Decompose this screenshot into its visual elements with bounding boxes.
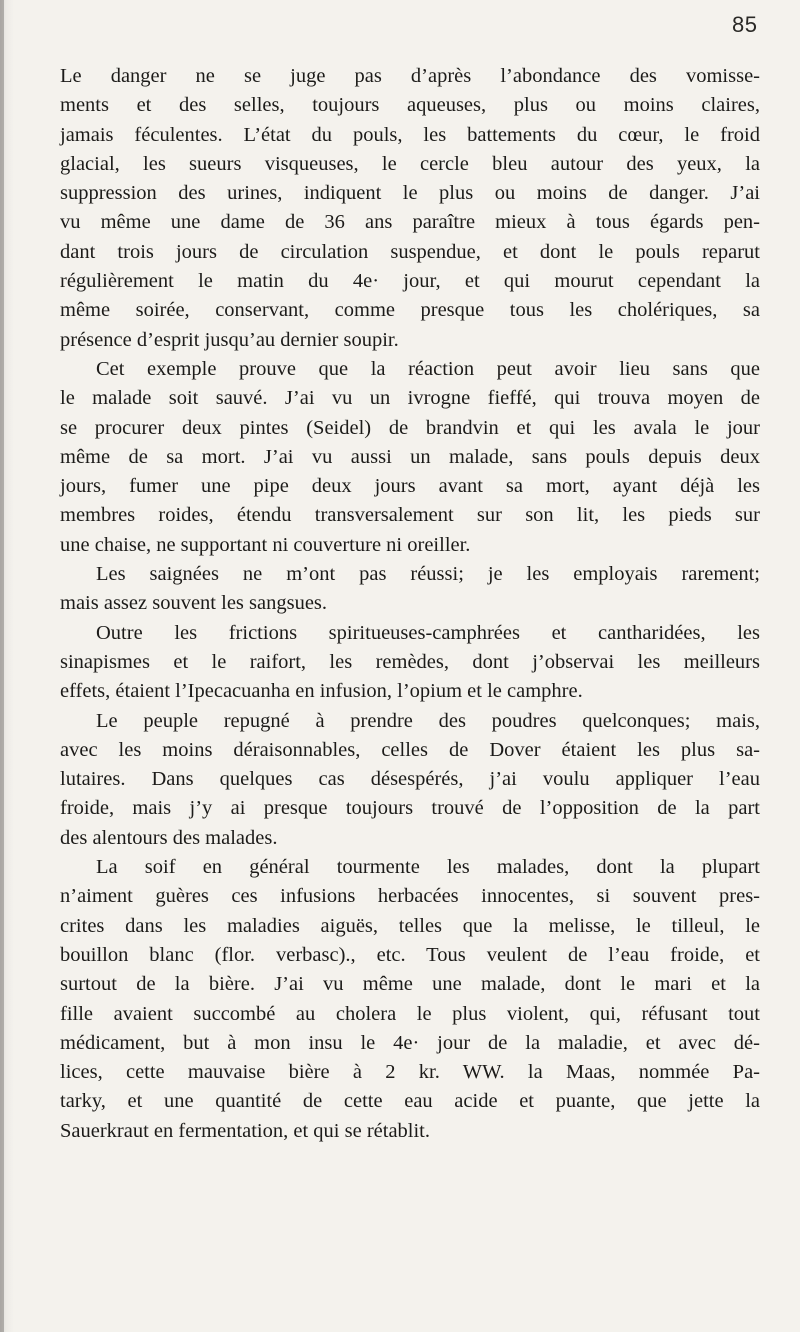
text-line: des alentours des malades. (60, 826, 278, 849)
text-line: Le danger ne se juge pas d’après l’abondance des vomisse- (60, 65, 760, 87)
text-line: ments et des selles, toujours aqueuses, plus ou moins claires, (60, 94, 760, 117)
paragraph-5 (60, 707, 760, 853)
text-line: jamais féculentes. L’état du pouls, les battements du cœur, le froid (60, 123, 760, 146)
text-line: Sauerkraut en fermentation, et qui se rétablit. (60, 1119, 431, 1142)
text-line: vu même une dame de 36 ans paraître mieux à tous égards pen- (60, 211, 760, 234)
text-line: bouillon blanc (flor. verbasc)., etc. Tous veulent de l’eau froide, et (60, 943, 760, 966)
text-line: Le peuple repugné à prendre des poudres quelconques; mais, (96, 709, 760, 732)
text-line: membres roides, étendu transversalement sur son lit, les pieds sur (60, 504, 760, 527)
text-line: fille avaient succombé au cholera le plus violent, qui, réfusant tout (60, 1002, 760, 1025)
text-line: sinapismes et le raifort, les remèdes, dont j’observai les meilleurs (60, 650, 760, 673)
text-line: n’aiment guères ces infusions herbacées innocentes, si souvent pres- (60, 885, 760, 908)
text-line: glacial, les sueurs visqueuses, le cercle bleu autour des yeux, la (60, 152, 760, 175)
text-line: régulièrement le matin du 4e· jour, et qui mourut cependant la (60, 270, 760, 293)
text-line: Outre les frictions spiritueuses-camphrées et cantharidées, les (96, 621, 760, 644)
text-line: lices, cette mauvaise bière à 2 kr. WW. la Maas, nommée Pa- (60, 1061, 760, 1084)
text-line: médicament, but à mon insu le 4e· jour de la maladie, et avec dé- (60, 1031, 760, 1054)
text-line: une chaise, ne supportant ni couverture ni oreiller. (60, 533, 471, 556)
text-line: froide, mais j’y ai presque toujours trouvé de l’opposition de la part (60, 797, 760, 820)
text-line: se procurer deux pintes (Seidel) de brandvin et qui les avala le jour (60, 416, 760, 439)
page-binding-edge (0, 0, 4, 1332)
text-line: Cet exemple prouve que la réaction peut avoir lieu sans que (96, 357, 760, 380)
text-line: effets, étaient l’Ipecacuanha en infusion, l’opium et le camphre. (60, 680, 583, 703)
text-line: lutaires. Dans quelques cas désespérés, j’ai voulu appliquer l’eau (60, 768, 760, 791)
page-number: 85 (732, 12, 758, 37)
text-line: La soif en général tourmente les malades, dont la plupart (96, 856, 760, 879)
text-line: suppression des urines, indiquent le plus ou moins de danger. J’ai (60, 182, 760, 205)
paragraph-6 (60, 853, 760, 1146)
text-line: tarky, et une quantité de cette eau acide et puante, que jette la (60, 1090, 760, 1113)
paragraph-2 (60, 355, 760, 560)
body-text (60, 62, 760, 1146)
text-line: crites dans les maladies aiguës, telles que la melisse, le tilleul, le (60, 914, 760, 937)
text-line: même de sa mort. J’ai vu aussi un malade, sans pouls depuis deux (60, 445, 760, 468)
text-line: présence d’esprit jusqu’au dernier soupir. (60, 328, 399, 351)
text-line: dant trois jours de circulation suspendue, et dont le pouls reparut (60, 240, 760, 263)
paragraph-1 (60, 62, 760, 355)
text-line: même soirée, conservant, comme presque tous les cholériques, sa (60, 299, 760, 322)
text-line: surtout de la bière. J’ai vu même une malade, dont le mari et la (60, 973, 760, 996)
text-line: mais assez souvent les sangsues. (60, 592, 328, 615)
text-line: Les saignées ne m’ont pas réussi; je les employais rarement; (96, 563, 760, 586)
paragraph-4 (60, 619, 760, 707)
text-line: le malade soit sauvé. J’ai vu un ivrogne fieffé, qui trouva moyen de (60, 387, 760, 410)
text-line: avec les moins déraisonnables, celles de Dover étaient les plus sa- (60, 738, 760, 761)
paragraph-3 (60, 560, 760, 619)
text-line: jours, fumer une pipe deux jours avant sa mort, ayant déjà les (60, 475, 760, 498)
